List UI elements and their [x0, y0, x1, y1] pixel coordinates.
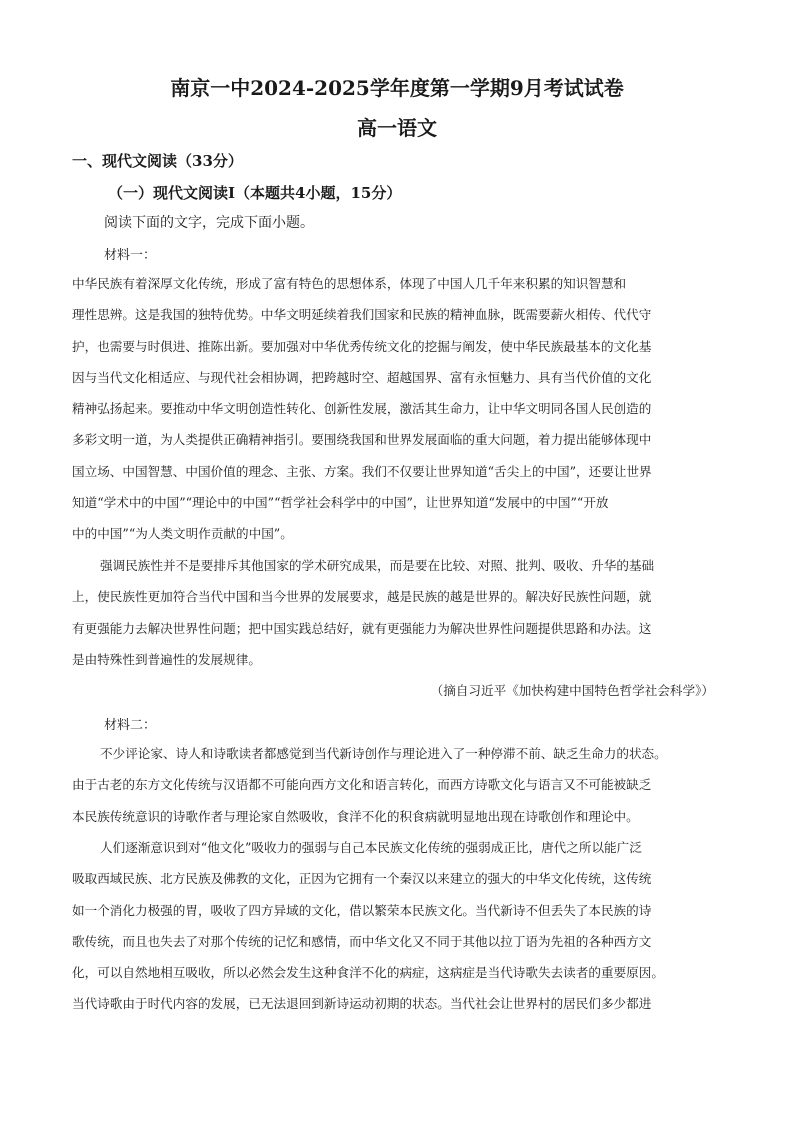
text-line: 强调民族性并不是要排斥其他国家的学术研究成果，而是要在比较、对照、批判、吸收、升华的基础 [100, 558, 655, 573]
text-line: 如一个消化力极强的胃，吸收了四方异域的文化，借以繁荣本民族文化。当代新诗不但丢失了本民族的诗 [72, 902, 652, 918]
material1-paragraph2 [72, 550, 722, 675]
material1-paragraph1 [72, 268, 722, 550]
text-line: 中的中国”“为人类文明作贡献的中国”。 [72, 526, 293, 542]
text-line: 中华民族有着深厚文化传统，形成了富有特色的思想体系，体现了中国人几千年来积累的知识智慧和 [72, 276, 627, 291]
text-line: 国立场、中国智慧、中国价值的理念、主张、方案。我们不仅要让世界知道“舌尖上的中国”，还要让世界 [72, 463, 652, 479]
text-line: 护，也需要与时俱进、推陈出新。要加强对中华优秀传统文化的挖掘与阐发，使中华民族最基本的文化基 [72, 338, 652, 354]
material2-paragraph1 [72, 738, 722, 832]
reading-instruction: 阅读下面的文字，完成下面小题。 [104, 215, 314, 231]
text-line: 上，使民族性更加符合当代中国和当今世界的发展要求，越是民族的越是世界的。解决好民族性问题，就 [72, 589, 652, 605]
material2-label: 材料二： [104, 718, 157, 733]
material1-source: （摘自习近平《加快构建中国特色哲学社会科学》） [430, 683, 714, 698]
exam-subtitle: 高一语文 [357, 116, 437, 140]
material1-label: 材料一： [104, 248, 157, 263]
material2-paragraph2 [72, 832, 722, 1020]
text-line: 因与当代文化相适应、与现代社会相协调，把跨越时空、超越国界、富有永恒魅力、具有当代价值的文化 [72, 369, 652, 385]
text-line: 人们逐渐意识到对“他文化”吸收力的强弱与自己本民族文化传统的强弱成正比，唐代之所以能广泛 [100, 840, 642, 855]
text-line: 不少评论家、诗人和诗歌读者都感觉到当代新诗创作与理论进入了一种停滞不前、缺乏生命力的状态。 [100, 746, 667, 761]
text-line: 本民族传统意识的诗歌作者与理论家自然吸收，食洋不化的积食病就明显地出现在诗歌创作和理论中。 [72, 808, 639, 824]
text-line: 是由特殊性到普遍性的发展规律。 [72, 651, 261, 667]
text-line: 由于古老的东方文化传统与汉语都不可能向西方文化和语言转化，而西方诗歌文化与语言又不可能被缺乏 [72, 777, 652, 793]
exam-title: 南京一中2024-2025学年度第一学期9月考试试卷 [170, 76, 624, 100]
text-line: 歌传统，而且也失去了对那个传统的记忆和感情，而中华文化又不同于其他以拉丁语为先祖的各种西方文 [72, 933, 652, 949]
text-line: 多彩文明一道，为人类提供正确精神指引。要围绕我国和世界发展面临的重大问题，着力提出能够体现中 [72, 432, 652, 448]
text-line: 化，可以自然地相互吸收，所以必然会发生这种食洋不化的病症，这病症是当代诗歌失去读者的重要原因。 [72, 965, 664, 981]
text-line: 有更强能力去解决世界性问题；把中国实践总结好，就有更强能力为解决世界性问题提供思路和办法。这 [72, 620, 652, 636]
sub-section-heading: （一）现代文阅读Ⅰ（本题共4小题，15分） [108, 184, 402, 202]
text-line: 精神弘扬起来。要推动中华文明创造性转化、创新性发展，激活其生命力，让中华文明同各国人民创造的 [72, 401, 652, 417]
section-heading: 一、现代文阅读（33分） [72, 152, 243, 170]
text-line: 理性思辨。这是我国的独特优势。中华文明延续着我们国家和民族的精神血脉，既需要薪火相传、代代守 [72, 307, 652, 323]
text-line: 知道“学术中的中国”“理论中的中国”“哲学社会科学中的中国”，让世界知道“发展中的中国”“开放 [72, 495, 609, 511]
text-line: 当代诗歌由于时代内容的发展，已无法退回到新诗运动初期的状态。当代社会让世界村的居民们多少都进 [72, 996, 652, 1012]
text-line: 吸取西域民族、北方民族及佛教的文化，正因为它拥有一个秦汉以来建立的强大的中华文化传统，这传统 [72, 871, 652, 887]
